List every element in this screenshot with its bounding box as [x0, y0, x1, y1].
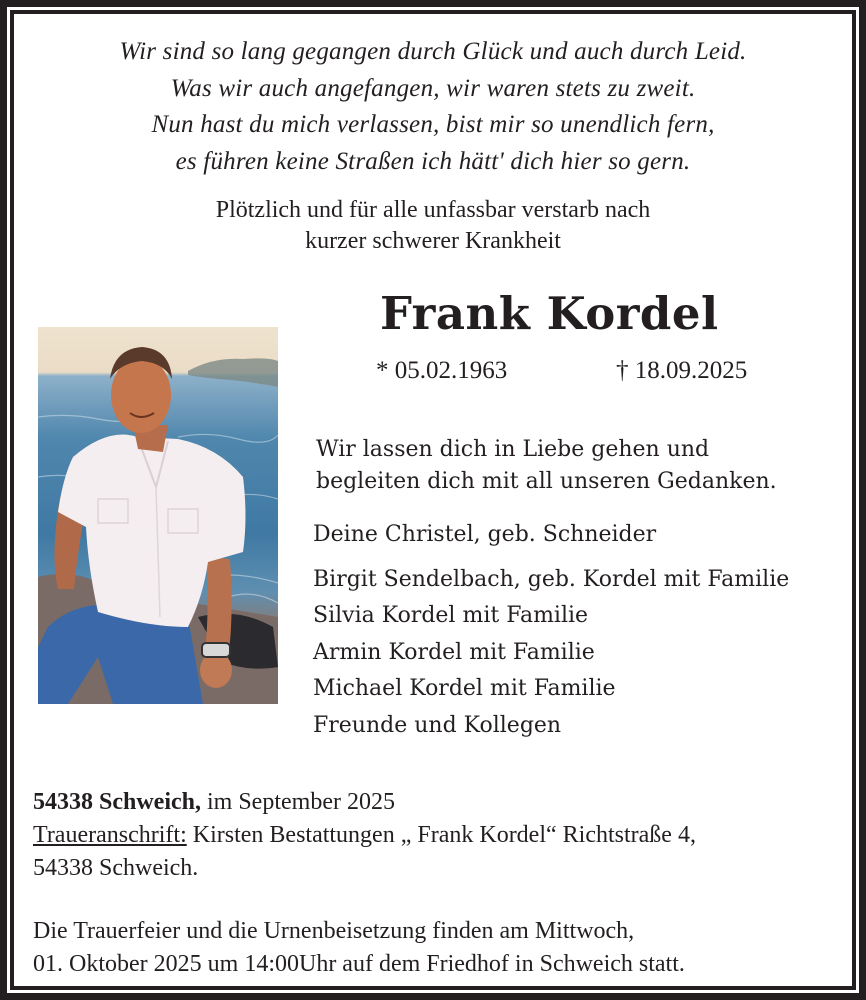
- poem-line: Was wir auch angefangen, wir waren stets zu zweit.: [170, 74, 696, 102]
- address-label: Traueranschrift:: [33, 822, 187, 848]
- place-date: im September 2025: [201, 789, 395, 815]
- intro-line: Plötzlich und für alle unfassbar verstarb nach: [215, 197, 651, 223]
- farewell-text: [316, 434, 777, 498]
- footer-info: [33, 786, 696, 981]
- mourner-item: Armin Kordel mit Familie: [313, 639, 595, 665]
- poem-line: es führen keine Straßen ich hätt' dich hier so gern.: [175, 147, 691, 175]
- farewell-line: Wir lassen dich in Liebe gehen und: [316, 437, 710, 462]
- address-line: [33, 819, 696, 852]
- mourner-item: Michael Kordel mit Familie: [313, 676, 616, 701]
- mourner-spouse: Deine Christel, geb. Schneider: [313, 522, 657, 547]
- mourner-item: Freunde und Kollegen: [313, 712, 562, 738]
- poem: [14, 34, 852, 180]
- mourners-list: [313, 517, 789, 744]
- portrait-photo: [38, 327, 278, 704]
- address-city: 54338 Schweich.: [33, 855, 199, 881]
- birth-date: * 05.02.1963: [376, 357, 508, 384]
- mourner-item: Silvia Kordel mit Familie: [313, 603, 589, 628]
- address-text: Kirsten Bestattungen „ Frank Kordel“ Richtstraße 4,: [186, 822, 696, 848]
- ceremony-line: 01. Oktober 2025 um 14:00Uhr auf dem Friedhof in Schweich statt.: [33, 951, 685, 977]
- ceremony-line: Die Trauerfeier und die Urnenbeisetzung finden am Mittwoch,: [33, 918, 635, 944]
- mourner-item: Birgit Sendelbach, geb. Kordel mit Familie: [313, 566, 790, 592]
- deceased-name: Frank Kordel: [380, 287, 719, 340]
- obituary-notice: [14, 14, 852, 986]
- poem-line: Nun hast du mich verlassen, bist mir so unendlich fern,: [151, 111, 715, 138]
- spacer: [33, 885, 696, 915]
- farewell-line: begleiten dich mit all unseren Gedanken.: [316, 469, 777, 494]
- place: 54338 Schweich,: [33, 789, 201, 815]
- poem-line: Wir sind so lang gegangen durch Glück und auch durch Leid.: [119, 38, 747, 65]
- intro-text: [14, 195, 852, 257]
- portrait-photo-illustration: [38, 327, 278, 704]
- place-date-line: [33, 786, 696, 819]
- death-date: † 18.09.2025: [616, 357, 748, 384]
- intro-line: kurzer schwerer Krankheit: [305, 228, 561, 254]
